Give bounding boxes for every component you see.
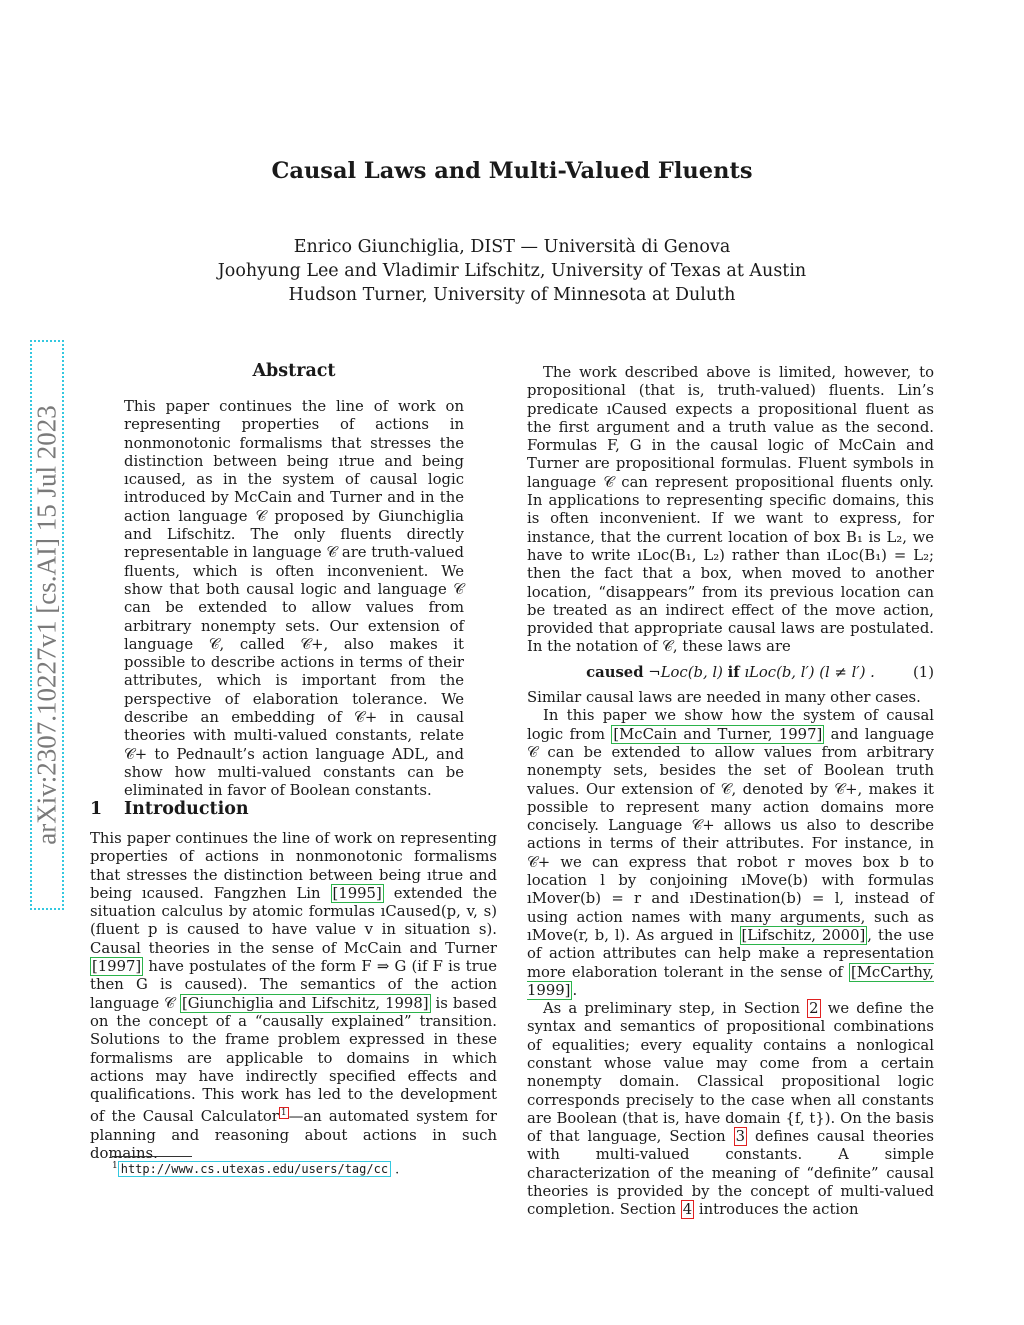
- keyword-if: if: [727, 663, 740, 681]
- text-segment: As a preliminary step, in Section: [543, 1000, 801, 1018]
- text-segment: we define the syntax and semantics of propositional combinations of equalities; every equality contains a nonlogical constant whose value may come from a certain nonempty domain. Classical propositional logic corresponds precisely to the case when all constants are Boolean (that is, have domain {f, t}). On the basis of that language, Section: [527, 1000, 934, 1146]
- footnote-period: .: [395, 1162, 400, 1178]
- footnote-url-link[interactable]: http://www.cs.utexas.edu/users/tag/cc: [118, 1161, 391, 1177]
- paragraph-limitations: The work described above is limited, however, to propositional (that is, truth-valued) fluents. Lin’s predicate ıCaused expects a propositional fluent as the first argument and a truth value as the second. Formulas F, G in the causal logic of McCain and Turner are propositional formulas. Fluent symbols in language 𝒞 can represent propositional fluents only. In applications to representing specific domains, this is often inconvenient. If we want to express, for instance, that the current location of box B₁ is L₂, we have to write ıLoc(B₁, L₂) rather than ıLoc(B₁) = L₂; then the fact that a box, when moved to another location, “disappears” from its previous location can be treated as an indirect effect of the move action, provided that appropriate causal laws are postulated. In the notation of 𝒞, these laws are: [527, 364, 934, 656]
- text-segment: In this paper we show how the system of causal logic from: [527, 707, 934, 743]
- intro-text-3: have postulates of the form F ⇒ G (if F is true then G is caused). The semantics of the action language 𝒞: [90, 958, 497, 1012]
- text-segment: .: [572, 981, 578, 999]
- section-title: Introduction: [124, 799, 249, 819]
- citation-lifschitz-2000[interactable]: [Lifschitz, 2000]: [741, 926, 866, 944]
- keyword-caused: caused: [586, 663, 644, 681]
- text-segment: introduces the action: [698, 1201, 859, 1219]
- arxiv-stamp-text: arXiv:2307.10227v1 [cs.AI] 15 Jul 2023: [31, 405, 62, 845]
- citation-mccain-turner-1997[interactable]: [1997]: [92, 958, 142, 976]
- footnote-mark: 1: [112, 1161, 118, 1171]
- intro-text-4: is based on the concept of a “causally explained” transition. Solutions to the frame problem expressed in these formalisms are applicable to domains in which actions may have indirectly specified effects and qualifications. This work has led to the development of the Causal Calculator: [90, 994, 497, 1126]
- section-number: 1: [90, 799, 103, 819]
- intro-text-2: extended the situation calculus by atomic formulas ıCaused(p, v, s) (fluent p is caused to have value v in situation s). Causal theories in the sense of McCain and Turner: [90, 884, 497, 957]
- author-line-3: Hudson Turner, University of Minnesota at Duluth: [288, 285, 736, 305]
- intro-text-5: —an automated system for planning and reasoning about actions in such domains.: [90, 1108, 497, 1162]
- citation-mccarthy-1999[interactable]: [McCarthy, 1999]: [527, 963, 934, 999]
- right-column: [527, 364, 934, 1220]
- citation-mccain-turner-1997-full[interactable]: [McCain and Turner, 1997]: [613, 725, 823, 743]
- section-ref-2[interactable]: 2: [809, 1000, 819, 1018]
- introduction-paragraph: [90, 830, 497, 1163]
- author-line-2: Joohyung Lee and Vladimir Lifschitz, University of Texas at Austin: [217, 261, 807, 281]
- text-segment: , the use of action attributes can help make a representation more elaboration tolerant in the sense of: [527, 926, 934, 981]
- footnote-link[interactable]: 1: [280, 1108, 287, 1119]
- paragraph-similar-laws: Similar causal laws are needed in many other cases.: [527, 689, 921, 707]
- abstract-heading: Abstract: [252, 361, 336, 381]
- text-segment: and language 𝒞 can be extended to allow values from arbitrary nonempty sets, besides the set of Boolean truth values. Our extension of 𝒞, denoted by 𝒞+, makes it possible to represent many action domains more concisely. Language 𝒞+ allows us also to describe actions in terms of their attributes. For instance, in 𝒞+ we can express that robot r moves box b to location l by conjoining ıMove(b) with formulas ıMover(b) = r and ıDestination(b) = l, instead of using action names with many arguments, such as ıMove(r, b, l). As argued in: [527, 725, 934, 944]
- text-segment: defines causal theories with multi-valued constants. A simple characterization of the meaning of “definite” causal theories is provided by the concept of multi-valued completion. Section: [527, 1128, 934, 1219]
- arxiv-stamp[interactable]: [30, 340, 64, 910]
- paragraph-preliminary-step: [527, 1000, 934, 1220]
- equation-term: ¬Loc(b, l): [648, 663, 723, 681]
- intro-text-1: This paper continues the line of work on representing properties of actions in nonmonotonic formalisms that stresses the distinction between being ıtrue and being ıcaused. Fangzhen Lin: [90, 830, 497, 902]
- abstract-text: This paper continues the line of work on representing properties of actions in nonmonotonic formalisms that stresses the distinction between being ıtrue and being ıcaused, as in the system of causal logic introduced by McCain and Turner and in the action language 𝒞 proposed by Giunchiglia and Lifschitz. The only fluents directly representable in language 𝒞 are truth-valued fluents, which is often inconvenient. We show that both causal logic and language 𝒞 can be extended to allow values from arbitrary nonempty sets. Our extension of language 𝒞, called 𝒞+, also makes it possible to describe actions in terms of their attributes, which is important from the perspective of elaboration tolerance. We describe an embedding of 𝒞+ in causal theories with multi-valued constants, relate 𝒞+ to Pednault’s action language ADL, and show how multi-valued constants can be eliminated in favor of Boolean constants.: [124, 398, 464, 800]
- section-heading-introduction: [90, 799, 249, 819]
- footnote-divider: [112, 1156, 192, 1157]
- equation-condition: ıLoc(b, l′) (l ≠ l′) .: [744, 663, 875, 681]
- section-ref-4[interactable]: 4: [682, 1201, 693, 1219]
- paper-title: Causal Laws and Multi-Valued Fluents: [271, 158, 753, 184]
- equation-number: (1): [913, 663, 934, 681]
- section-ref-3[interactable]: 3: [735, 1128, 746, 1146]
- equation-1: [527, 664, 934, 682]
- paragraph-this-paper: [527, 707, 934, 1000]
- citation-giunchiglia-lifschitz-1998[interactable]: [Giunchiglia and Lifschitz, 1998]: [181, 994, 429, 1012]
- author-line-1: Enrico Giunchiglia, DIST — Università di Genova: [293, 237, 731, 257]
- footnote: [112, 1161, 399, 1177]
- citation-lin-1995[interactable]: [1995]: [332, 884, 382, 902]
